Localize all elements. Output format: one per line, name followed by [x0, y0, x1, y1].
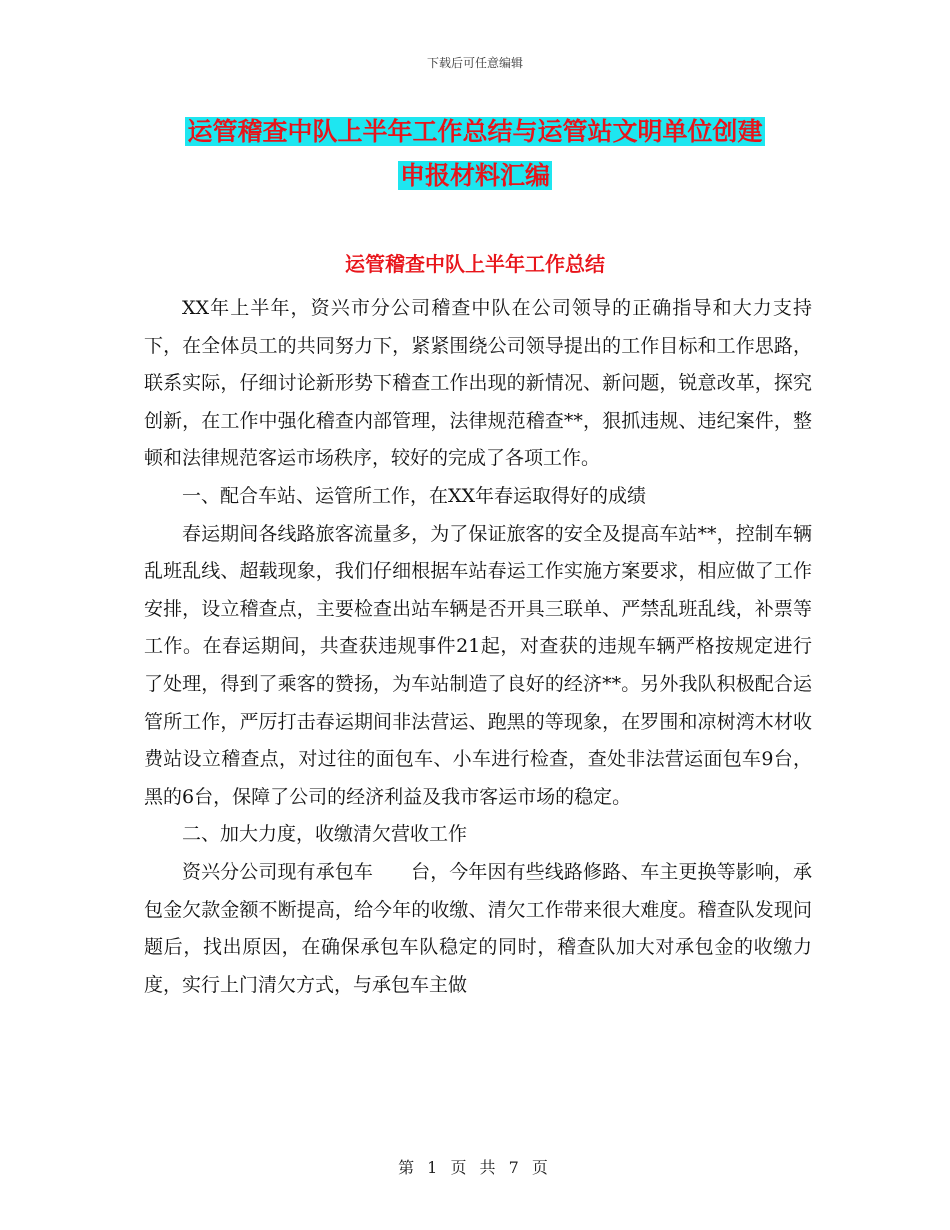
page-number-footer: 第 1 页 共 7 页: [398, 1158, 552, 1177]
title-line-2: 申报材料汇编: [399, 161, 550, 190]
paragraph: 春运期间各线路旅客流量多，为了保证旅客的安全及提高车站**，控制车辆乱班乱线、超载现象，我们仔细根据车站春运工作实施方案要求，相应做了工作安排，设立稽查点，主要检查出站车辆是否开具三联单、严禁乱班乱线，补票等工作。在春运期间，共查获违规事件21起，对查获的违规车辆严格按规定进行了处理，得到了乘客的赞扬，为车站制造了良好的经济**。另外我队积极配合运管所工作，严厉打击春运期间非法营运、跑黑的等现象，在罗围和凉树湾木材收费站设立稽查点，对过往的面包车、小车进行检查，查处非法营运面包车9台，黑的6台，保障了公司的经济利益及我市客运市场的稳定。: [144, 522, 812, 808]
body-text: [144, 290, 812, 1004]
section-heading: 二、加大力度，收缴清欠营收工作: [182, 823, 468, 846]
paragraph: 资兴分公司现有承包车 台，今年因有些线路修路、车主更换等影响，承包金欠款金额不断提高，给今年的收缴、清欠工作带来很大难度。稽查队发现问题后，找出原因，在确保承包车队稳定的同时，稽查队加大对承包金的收缴力度，实行上门清欠方式，与承包车主做: [144, 860, 812, 996]
section-title: 运管稽查中队上半年工作总结: [345, 252, 605, 276]
section-heading: 一、配合车站、运管所工作，在XX年春运取得好的成绩: [182, 484, 647, 507]
title-line-1: 运管稽查中队上半年工作总结与运管站文明单位创建: [187, 117, 763, 146]
header-note: 下载后可任意编辑: [426, 56, 523, 70]
document-title: [140, 110, 810, 198]
paragraph: XX年上半年，资兴市分公司稽查中队在公司领导的正确指导和大力支持下，在全体员工的共同努力下，紧紧围绕公司领导提出的工作目标和工作思路，联系实际，仔细讨论新形势下稽查工作出现的新情况、新问题，锐意改革，探究创新，在工作中强化稽查内部管理，法律规范稽查**，狠抓违规、违纪案件，整顿和法律规范客运市场秩序，较好的完成了各项工作。: [144, 297, 812, 470]
